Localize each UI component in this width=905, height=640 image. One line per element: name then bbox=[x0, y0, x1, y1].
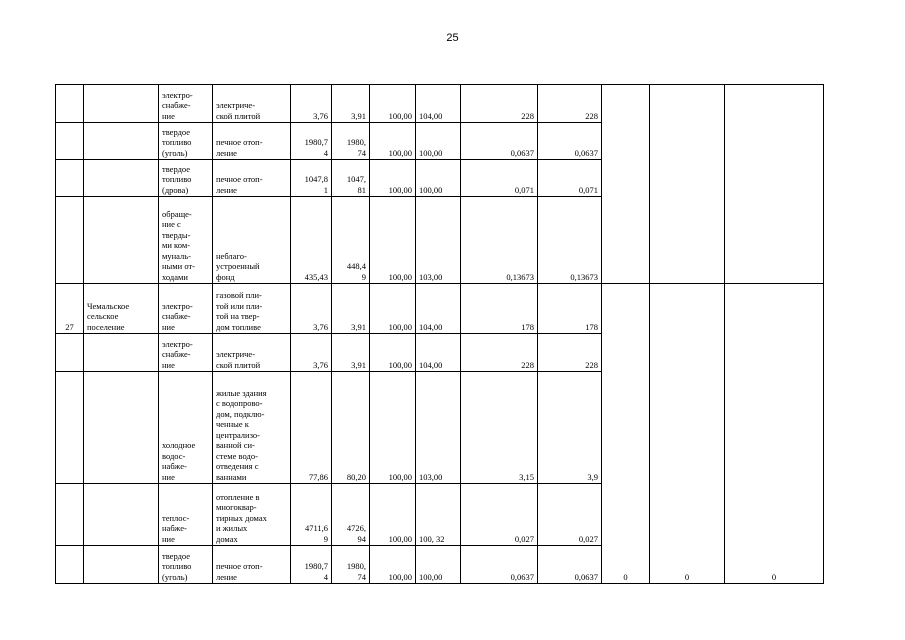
merged-value: 0 bbox=[650, 284, 725, 584]
value-2: 3,91 bbox=[332, 284, 370, 334]
norm-2: 0,13673 bbox=[538, 197, 602, 284]
tariff-table bbox=[55, 84, 824, 584]
merged-value: 0 bbox=[602, 284, 650, 584]
table-row bbox=[56, 85, 824, 123]
empty-merged-cell bbox=[602, 85, 650, 284]
consumer-category: печное отоп- ление bbox=[213, 160, 291, 197]
value-2: 448,4 9 bbox=[332, 197, 370, 284]
value-1: 435,43 bbox=[291, 197, 332, 284]
norm-1: 228 bbox=[461, 85, 538, 123]
norm-2: 0,071 bbox=[538, 160, 602, 197]
percent-1: 100,00 bbox=[370, 484, 416, 546]
norm-2: 0,0637 bbox=[538, 546, 602, 584]
value-1: 1980,7 4 bbox=[291, 546, 332, 584]
settlement-name bbox=[84, 123, 159, 160]
consumer-category: жилые здания с водопрово- дом, подклю- ченные к централизо- ванной си- стеме водо- отведения с ваннами bbox=[213, 372, 291, 484]
percent-2: 104,00 bbox=[416, 85, 461, 123]
norm-1: 0,027 bbox=[461, 484, 538, 546]
percent-2: 100,00 bbox=[416, 546, 461, 584]
table-row bbox=[56, 284, 824, 334]
norm-1: 0,071 bbox=[461, 160, 538, 197]
percent-1: 100,00 bbox=[370, 284, 416, 334]
value-1: 77,86 bbox=[291, 372, 332, 484]
percent-1: 100,00 bbox=[370, 123, 416, 160]
percent-1: 100,00 bbox=[370, 546, 416, 584]
norm-2: 0,027 bbox=[538, 484, 602, 546]
value-1: 3,76 bbox=[291, 284, 332, 334]
settlement-name bbox=[84, 334, 159, 372]
service-type: обраще- ние с тверды- ми ком- муналь- ными от- ходами bbox=[159, 197, 213, 284]
percent-1: 100,00 bbox=[370, 197, 416, 284]
percent-2: 104,00 bbox=[416, 284, 461, 334]
settlement-name bbox=[84, 160, 159, 197]
value-1: 3,76 bbox=[291, 334, 332, 372]
percent-1: 100,00 bbox=[370, 372, 416, 484]
value-2: 4726, 94 bbox=[332, 484, 370, 546]
value-2: 3,91 bbox=[332, 334, 370, 372]
percent-2: 103,00 bbox=[416, 197, 461, 284]
percent-1: 100,00 bbox=[370, 85, 416, 123]
empty-merged-cell bbox=[725, 85, 824, 284]
value-2: 3,91 bbox=[332, 85, 370, 123]
settlement-name bbox=[84, 197, 159, 284]
value-2: 80,20 bbox=[332, 372, 370, 484]
value-1: 3,76 bbox=[291, 85, 332, 123]
norm-1: 0,0637 bbox=[461, 546, 538, 584]
norm-2: 3,9 bbox=[538, 372, 602, 484]
value-1: 1047,8 1 bbox=[291, 160, 332, 197]
settlement-name: Чемальское сельское поселение bbox=[84, 284, 159, 334]
value-2: 1047, 81 bbox=[332, 160, 370, 197]
consumer-category: печное отоп- ление bbox=[213, 123, 291, 160]
page-number: 25 bbox=[446, 32, 459, 44]
consumer-category: электриче- ской плитой bbox=[213, 334, 291, 372]
percent-1: 100,00 bbox=[370, 334, 416, 372]
service-type: электро- снабже- ние bbox=[159, 334, 213, 372]
row-number bbox=[56, 197, 84, 284]
merged-value: 0 bbox=[725, 284, 824, 584]
row-number bbox=[56, 160, 84, 197]
table-body bbox=[56, 85, 824, 584]
norm-2: 0,0637 bbox=[538, 123, 602, 160]
norm-2: 178 bbox=[538, 284, 602, 334]
row-number bbox=[56, 484, 84, 546]
percent-2: 100,00 bbox=[416, 160, 461, 197]
row-number bbox=[56, 372, 84, 484]
percent-1: 100,00 bbox=[370, 160, 416, 197]
percent-2: 100, 32 bbox=[416, 484, 461, 546]
row-number bbox=[56, 546, 84, 584]
percent-2: 104,00 bbox=[416, 334, 461, 372]
row-number bbox=[56, 85, 84, 123]
consumer-category: отопление в многоквар- тирных домах и жилых домах bbox=[213, 484, 291, 546]
service-type: твердое топливо (уголь) bbox=[159, 123, 213, 160]
service-type: электро- снабже- ние bbox=[159, 284, 213, 334]
service-type: теплос- набже- ние bbox=[159, 484, 213, 546]
norm-1: 178 bbox=[461, 284, 538, 334]
empty-merged-cell bbox=[650, 85, 725, 284]
row-number bbox=[56, 334, 84, 372]
percent-2: 100,00 bbox=[416, 123, 461, 160]
norm-1: 0,13673 bbox=[461, 197, 538, 284]
value-1: 1980,7 4 bbox=[291, 123, 332, 160]
norm-2: 228 bbox=[538, 334, 602, 372]
consumer-category: печное отоп- ление bbox=[213, 546, 291, 584]
percent-2: 103,00 bbox=[416, 372, 461, 484]
service-type: электро- снабже- ние bbox=[159, 85, 213, 123]
norm-1: 3,15 bbox=[461, 372, 538, 484]
service-type: твердое топливо (дрова) bbox=[159, 160, 213, 197]
value-2: 1980, 74 bbox=[332, 546, 370, 584]
settlement-name bbox=[84, 85, 159, 123]
row-number: 27 bbox=[56, 284, 84, 334]
consumer-category: газовой пли- той или пли- той на твер- дом топливе bbox=[213, 284, 291, 334]
norm-1: 228 bbox=[461, 334, 538, 372]
row-number bbox=[56, 123, 84, 160]
norm-1: 0,0637 bbox=[461, 123, 538, 160]
value-2: 1980, 74 bbox=[332, 123, 370, 160]
value-1: 4711,6 9 bbox=[291, 484, 332, 546]
service-type: холодное водос- набже- ние bbox=[159, 372, 213, 484]
settlement-name bbox=[84, 372, 159, 484]
settlement-name bbox=[84, 546, 159, 584]
service-type: твердое топливо (уголь) bbox=[159, 546, 213, 584]
settlement-name bbox=[84, 484, 159, 546]
consumer-category: неблаго- устроенный фонд bbox=[213, 197, 291, 284]
norm-2: 228 bbox=[538, 85, 602, 123]
consumer-category: электриче- ской плитой bbox=[213, 85, 291, 123]
